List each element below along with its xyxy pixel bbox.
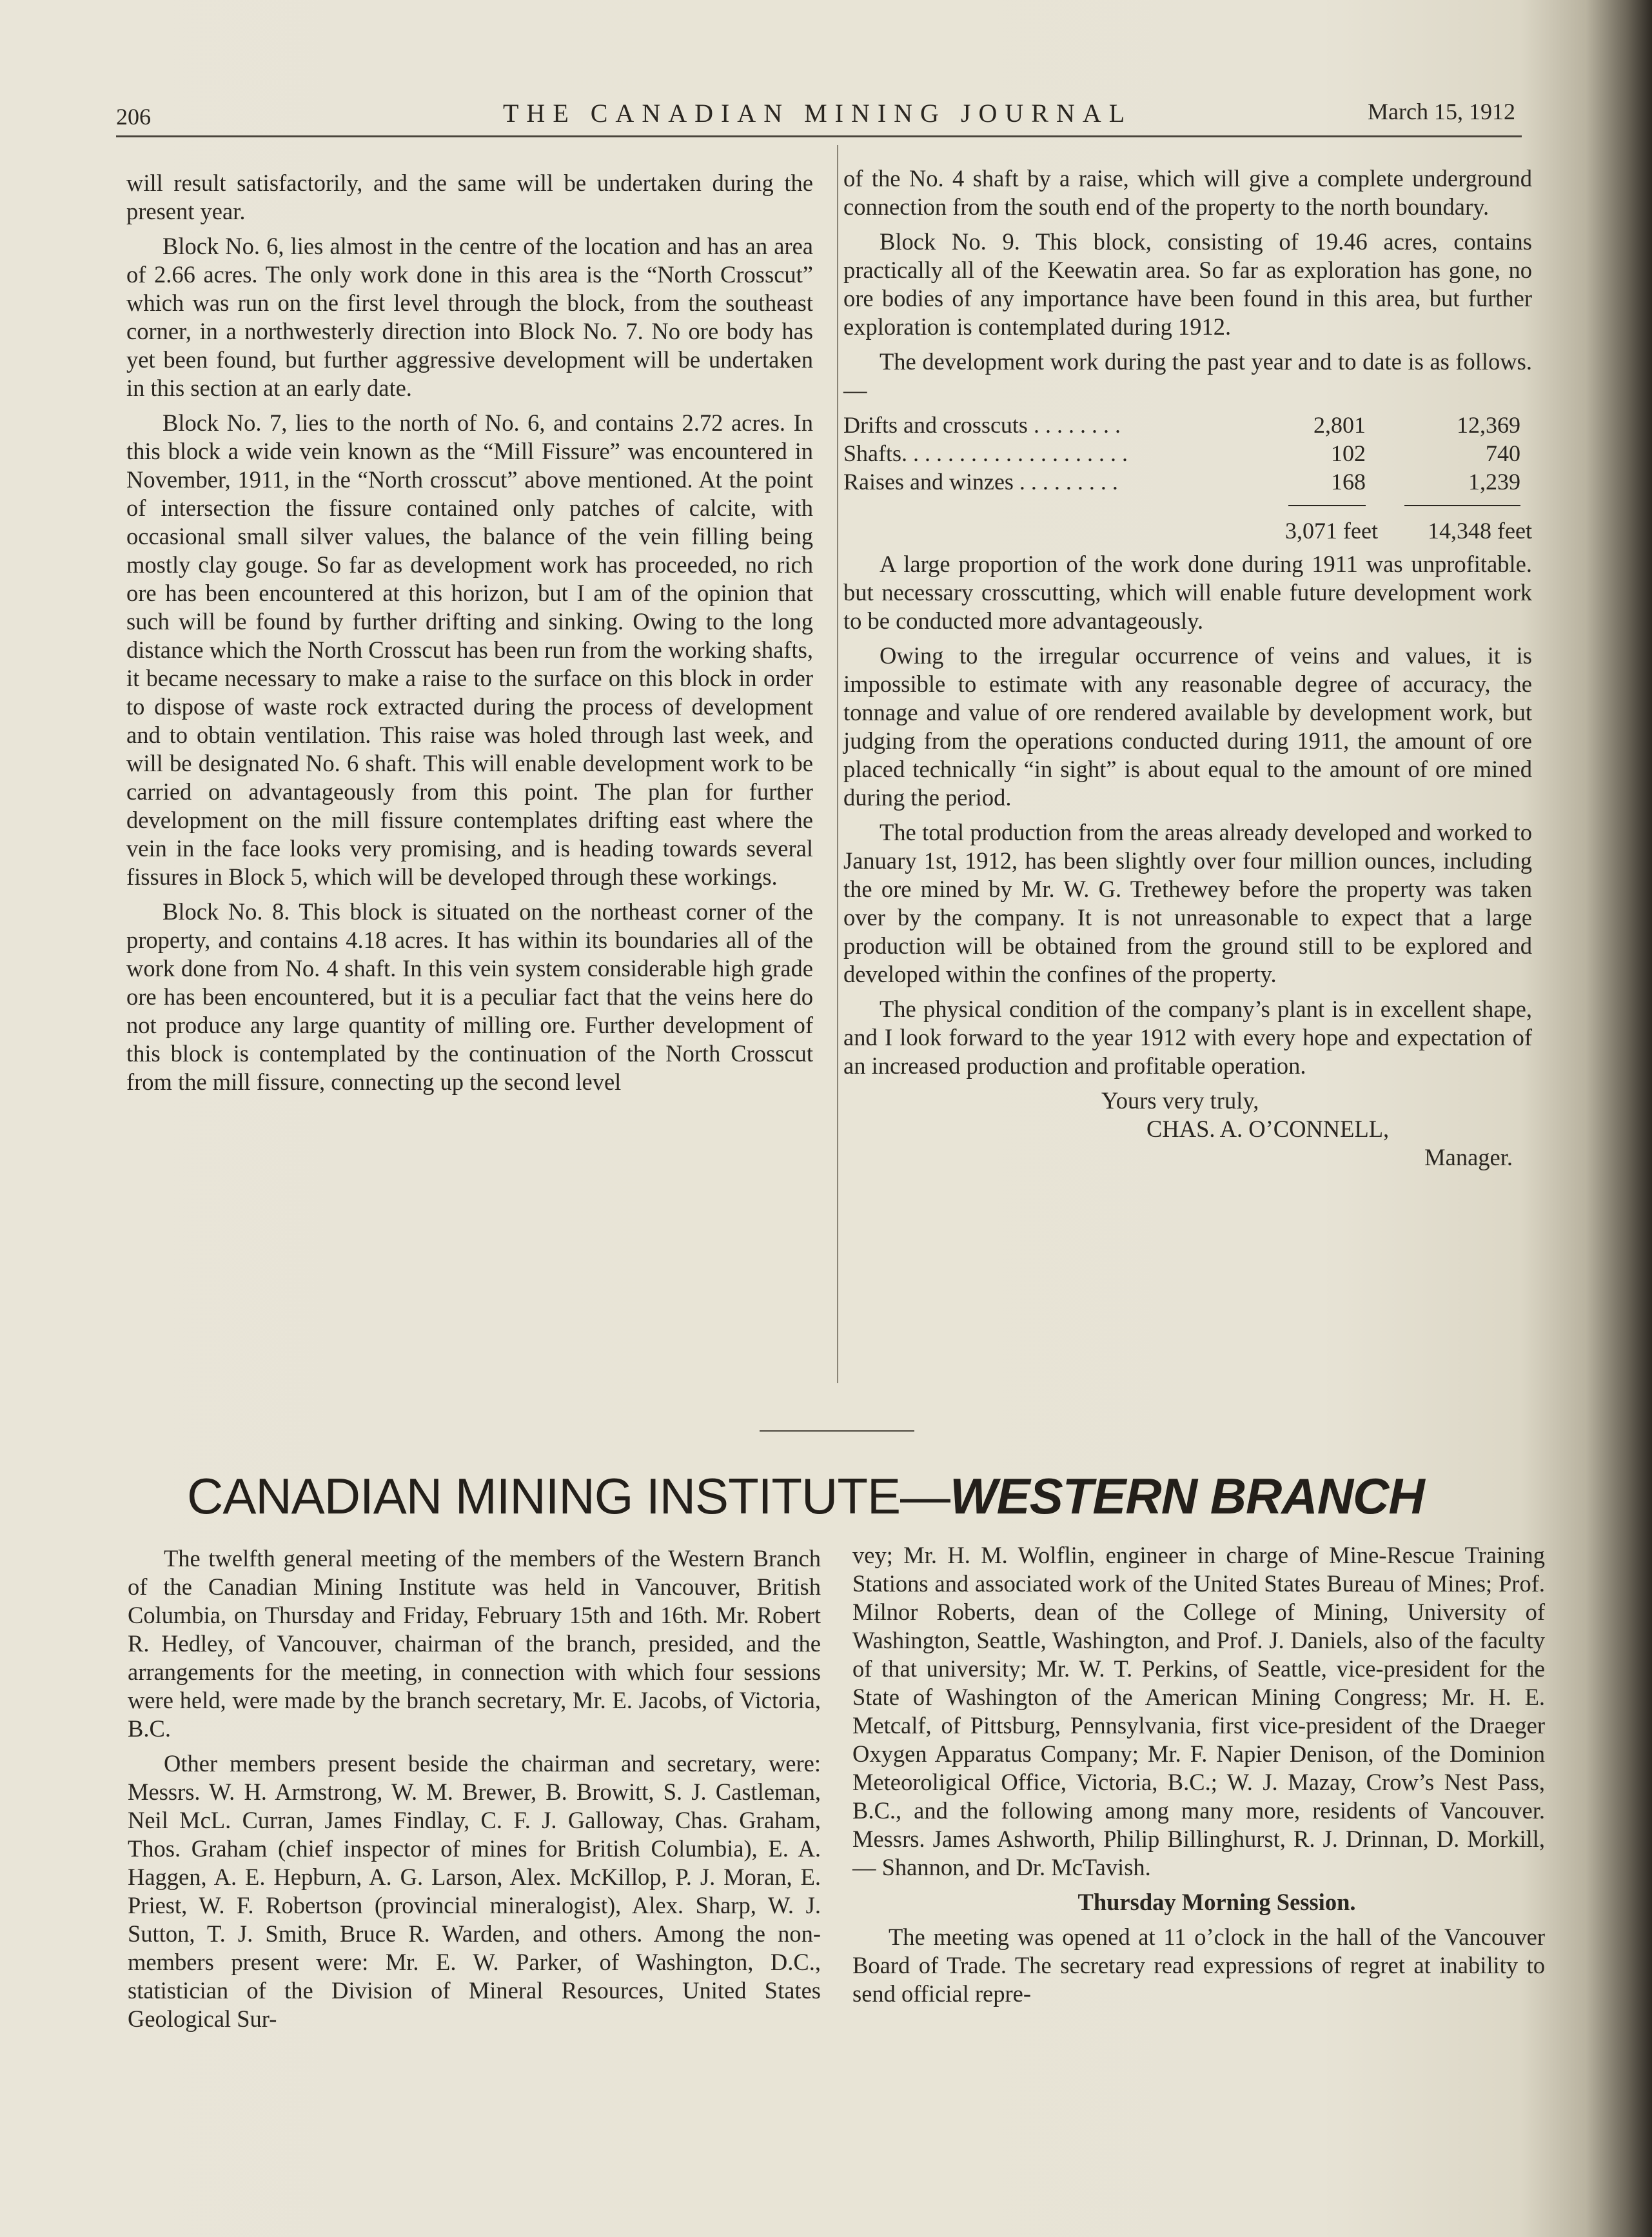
paragraph: Block No. 9. This block, consisting of 19.46 acres, contains practically all of the Keewatin area. So far as exploration has gone, no ore bodies of any importance have been found in this area, but further exploration is contemplated during 1912. xyxy=(843,228,1532,340)
column-right-top xyxy=(843,164,1532,1172)
issue-date: March 15, 1912 xyxy=(1368,99,1515,124)
paragraph: of the No. 4 shaft by a raise, which will give a complete underground connection from the south end of the property to the north boundary. xyxy=(843,165,1532,220)
row-value: 168 xyxy=(1331,469,1366,495)
table-row xyxy=(843,439,1532,468)
paragraph: The twelfth general meeting of the members of the Western Branch of the Canadian Mining Institute was held in Vancouver, British Columbia, on Thursday and Friday, February 15th and 16th. Mr. Robert R. Hedley, of Vancouver, chairman of the branch, presided, and the arrangements for the meeting, in connection with which four sessions were held, were made by the branch secretary, Mr. E. Jacobs, of Victoria, B.C. xyxy=(128,1545,821,1742)
paragraph: Block No. 8. This block is situated on the northeast corner of the property, and contains 4.18 acres. It has within its boundaries all of the work done from No. 4 shaft. In this vein system considerable high grade ore has been encountered, but it is a peculiar fact that the veins here do not produce any large quantity of milling ore. Further development of this block is contemplated by the continuation of the North Crosscut from the mill fissure, connecting up the second level xyxy=(126,898,813,1095)
headline-italic: WESTERN BRANCH xyxy=(950,1468,1424,1524)
total-value: 14,348 feet xyxy=(1428,518,1532,544)
table-total-row xyxy=(843,517,1532,545)
journal-title: THE CANADIAN MINING JOURNAL xyxy=(503,99,1133,128)
running-header xyxy=(116,90,1535,135)
section-separator xyxy=(760,1430,914,1432)
sum-rule xyxy=(843,505,1532,506)
paragraph: will result satisfactorily, and the same will be undertaken during the present year. xyxy=(126,170,813,224)
column-left-bottom xyxy=(128,1544,821,2040)
paragraph: The total production from the areas already developed and worked to January 1st, 1912, has been slightly over four million ounces, including the ore mined by Mr. W. G. Trethewey before the property was taken over by the company. It is not unreasonable to expect that a large production will be obtained from the ground still to be explored and developed within the confines of the property. xyxy=(843,819,1532,987)
paragraph: vey; Mr. H. M. Wolflin, engineer in charge of Mine-Rescue Training Stations and associated work of the United States Bureau of Mines; Prof. Milnor Roberts, dean of the College of Mining, University of Washington, Seattle, Washington, and Prof. J. Daniels, also of the faculty of that university; Mr. W. T. Perkins, of Seattle, vice-president for the State of Washington of the American Mining Congress; Mr. H. E. Metcalf, of Pittsburg, Pennsylvania, first vice-president of the Draeger Oxygen Apparatus Company; Mr. F. Napier Denison, of the Dominion Meteoroligical Office, Victoria, B.C.; W. J. Mazay, Crow’s Nest Pass, B.C., and the following among many more, residents of Vancouver. Messrs. James Ashworth, Philip Billinghurst, R. J. Drinnan, D. Morkill, — Shannon, and Dr. McTavish. xyxy=(852,1542,1545,1880)
article-headline xyxy=(187,1467,1509,1526)
row-label: Shafts. . . . . . . . . . . . . . . . . . . . xyxy=(843,440,1128,466)
signatory-name: CHAS. A. O’CONNELL, xyxy=(1146,1116,1390,1142)
paragraph: The meeting was opened at 11 o’clock in the hall of the Vancouver Board of Trade. The secretary read expressions of regret at inability to send official repre- xyxy=(852,1924,1545,2007)
total-value: 3,071 feet xyxy=(1285,518,1378,544)
paragraph: Block No. 7, lies to the north of No. 6, and contains 2.72 acres. In this block a wide vein known as the “Mill Fissure” was encountered in November, 1911, in the “North crosscut” above mentioned. At the point of intersection the fissure contained only patches of calcite, with occasional small silver values, the balance of the vein filling being mostly clay gouge. So far as development work has proceeded, no rich ore has been encountered at this horizon, but I am of the opinion that such will be found by further drifting and sinking. Owing to the long distance which the North Crosscut has been run from the working shafts, it became necessary to make a raise to the surface on this block in order to dispose of waste rock extracted during the process of development and to obtain ventilation. This raise was holed through last week, and will be designated No. 6 shaft. This will enable development work to be carried on advantageously from this point. The plan for further development on the mill fissure contemplates drifting east where the vein in the face looks very promising, and is heading towards several fissures in Block 5, which will be developed through these workings. xyxy=(126,409,813,890)
row-label: Drifts and crosscuts . . . . . . . . xyxy=(843,412,1121,438)
paragraph: The development work during the past year and to date is as follows.— xyxy=(843,348,1532,403)
paragraph: Other members present beside the chairman and secretary, were: Messrs. W. H. Armstrong, W. M. Brewer, B. Browitt, S. J. Castleman, Neil McL. Curran, James Findlay, C. F. J. Galloway, Chas. Graham, Thos. Graham (chief inspector of mines for British Columbia), E. A. Haggen, A. E. Hepburn, A. G. Larson, Alex. McKillop, P. J. Moran, E. Priest, W. F. Robertson (provincial mineralogist), Alex. Sharp, W. J. Sutton, T. J. Smith, Bruce R. Warden, and others. Among the non-members present were: Mr. E. W. Parker, of Washington, D.C., statistician of the Division of Mineral Resources, United States Geological Sur- xyxy=(128,1750,821,2032)
row-value: 102 xyxy=(1331,440,1366,466)
column-divider xyxy=(837,145,838,1383)
section-subheading: Thursday Morning Session. xyxy=(1077,1889,1356,1915)
header-rule xyxy=(116,135,1522,137)
paragraph: Block No. 6, lies almost in the centre of the location and has an area of 2.66 acres. The only work done in this area is the “North Crosscut” which was run on the first level through the block, from the southeast corner, in a northwesterly direction into Block No. 7. No ore body has yet been found, but further aggressive development will be undertaken in this section at an early date. xyxy=(126,233,813,401)
row-value: 1,239 xyxy=(1468,469,1520,495)
column-right-bottom xyxy=(852,1541,1545,2015)
row-value: 740 xyxy=(1486,440,1520,466)
closing: Yours very truly, xyxy=(1101,1087,1259,1114)
row-label: Raises and winzes . . . . . . . . . xyxy=(843,469,1118,495)
signatory-title: Manager. xyxy=(1424,1144,1513,1170)
table-row xyxy=(843,468,1532,496)
row-value: 12,369 xyxy=(1457,412,1520,438)
headline-main: CANADIAN MINING INSTITUTE— xyxy=(187,1468,950,1524)
development-table xyxy=(843,411,1532,545)
table-row xyxy=(843,411,1532,439)
column-left-top xyxy=(126,169,813,1103)
page-number: 206 xyxy=(116,104,151,130)
paragraph: A large proportion of the work done during 1911 was unprofitable. but necessary crosscutting, which will enable future development work to be conducted more advantageously. xyxy=(843,551,1532,634)
row-value: 2,801 xyxy=(1313,412,1366,438)
paragraph: The physical condition of the company’s plant is in excellent shape, and I look forward to the year 1912 with every hope and expectation of an increased production and profitable operation. xyxy=(843,996,1532,1079)
paragraph: Owing to the irregular occurrence of veins and values, it is impossible to estimate with any reasonable degree of accuracy, the tonnage and value of ore rendered available by development work, but judging from the operations conducted during 1911, the amount of ore placed technically “in sight” is about equal to the amount of ore mined during the period. xyxy=(843,642,1532,811)
